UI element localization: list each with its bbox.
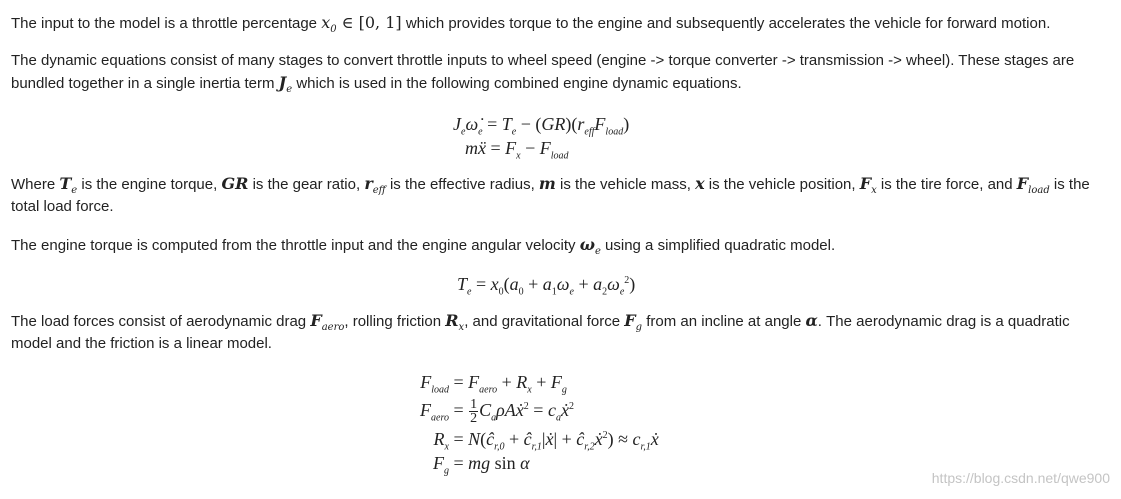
equation-vehicle-motion: mẍ = $F_x - F_{load}$ [465,138,569,162]
paragraph-dynamic-equations [11,50,1101,95]
p1-text-before: The input to the model is a throttle percentage [11,15,322,32]
p5-text-2: , rolling friction [344,313,446,330]
p3-math-fx: $F_x$ [859,174,877,197]
p4-text-after: using a simplified quadratic model. [600,237,836,254]
p5-math-faero: $F_{aero}$ [310,311,345,334]
p3-math-reff: $r_{eff}$ [364,174,386,197]
p1-math-x0: $x_0$ ∈ [0, 1] [321,13,402,36]
fraction-one-half: $\frac{1}{2}$ [470,397,478,427]
p3-math-x: x [695,174,705,193]
p3-math-te: $T_e$ [59,174,78,197]
p5-text-3: , and gravitational force [464,313,625,330]
paragraph-variable-definitions [11,173,1106,218]
p3-text-3: is the gear ratio, [248,176,365,193]
p2-text-before: The dynamic equations consist of many stages to convert throttle inputs to wheel speed (engine -> torque converter -> transmission -> wheel). These stages are bundled together in a single inertia term [11,52,1075,92]
paragraph-engine-torque [11,234,835,257]
equation-block-engine-dynamics [453,112,629,160]
equation-engine-inertia: $J_e\omegȧ_e = T_e - (GR)(r_{eff}F_{load})$ [453,114,630,138]
p5-text-5: . The aerodynamic drag is a quadratic model and the friction is a linear model. [11,313,1070,352]
watermark-text: https://blog.csdn.net/qwe900 [931,470,1110,486]
equation-torque-quadratic: $T_e = x_0(a_0 + a_1\omega_e + a_2\omega_e^2)$ [457,274,636,298]
p5-math-rx: $R_x$ [445,311,465,334]
p3-text-2: is the engine torque, [77,176,222,193]
p3-text-5: is the vehicle mass, [555,176,696,193]
p3-math-gr: GR [221,174,249,193]
equation-block-torque-model [457,272,635,296]
p4-math-omega-e: $\omega_e$ [579,235,601,258]
p2-math-je: $J_e$ [278,73,293,96]
p3-text-6: is the vehicle position, [704,176,860,193]
p3-text-8: is the total load force. [11,176,1090,215]
p5-math-alpha: α [805,311,818,330]
paragraph-throttle-input [11,12,1050,35]
p5-text-1: The load forces consist of aerodynamic drag [11,313,311,330]
equation-gravity-force: $F_g$ = mg sin α [433,453,530,477]
equation-block-load-forces [411,370,659,475]
equation-load-total: $F_{load} = F_{aero} + R_x + F_g$ [420,372,567,396]
p5-text-4: from an incline at angle [642,313,806,330]
equation-rolling-friction: $R_x$ = $N(ĉ_{r,0}$ + $ĉ_{r,1}|ẋ|$ + $ĉ_{r,2}ẋ^2$) ≈ $c_{r,1}ẋ$ [433,429,659,453]
paragraph-load-forces [11,310,1101,355]
p3-text-4: is the effective radius, [385,176,539,193]
equation-aero-drag: $F_{aero}$ = $\frac{1}{2}$ $C_a\rho Aẋ^2$ = $c_aẋ^2$ [420,397,574,427]
p3-text-1: Where [11,176,60,193]
p3-text-7: is the tire force, and [876,176,1017,193]
p4-text-before: The engine torque is computed from the throttle input and the engine angular velocity [11,237,580,254]
p3-math-fload: $F_{load}$ [1016,174,1050,197]
p2-text-after: which is used in the following combined engine dynamic equations. [292,75,742,92]
p3-math-m: m [538,174,556,193]
p5-math-fg: $F_g$ [624,311,643,334]
p1-text-after: which provides torque to the engine and subsequently accelerates the vehicle for forward motion. [401,15,1051,32]
